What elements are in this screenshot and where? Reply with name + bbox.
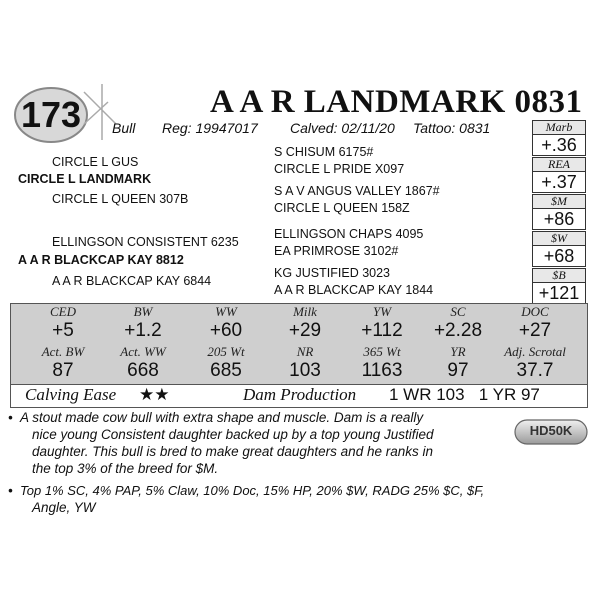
epd-rea <box>532 157 586 193</box>
grid-value: 87 <box>52 360 74 381</box>
calving-ease-stars-icon: ★★ <box>139 385 170 404</box>
pedigree-sire-dam: CIRCLE L QUEEN 307B <box>52 192 189 206</box>
grid-value: +112 <box>361 320 403 341</box>
grid-value: 668 <box>127 360 159 381</box>
grid-value: 1163 <box>361 360 403 381</box>
calved-date: Calved: 02/11/20 <box>290 120 395 136</box>
epd-label: $M <box>533 195 585 209</box>
pedigree-sss: S CHISUM 6175# <box>274 145 374 159</box>
hd50k-badge-text: HD50K <box>529 423 573 438</box>
grid-cell-nr <box>270 344 340 382</box>
epd-marb <box>532 120 586 156</box>
grid-cell-doc <box>500 304 570 342</box>
grid-cell-ced <box>28 304 98 342</box>
grid-cell-bw <box>108 304 178 342</box>
grid-value: +1.2 <box>124 320 162 341</box>
grid-cell-205-wt <box>191 344 261 382</box>
pedigree-ssd: CIRCLE L PRIDE X097 <box>274 162 405 176</box>
grid-cell-act-ww <box>108 344 178 382</box>
performance-grid <box>10 303 588 385</box>
epd-value: +86 <box>543 209 575 229</box>
lot-number: 173 <box>20 94 82 135</box>
animal-name: A A R LANDMARK 0831 <box>210 84 583 120</box>
grid-cell-yr <box>423 344 493 382</box>
notes-line-3: daughter. This bull is bred to make great daughters and he ranks in <box>32 444 433 459</box>
dam-production-value: 1 WR 103 1 YR 97 <box>389 385 540 404</box>
grid-label: CED <box>50 304 76 319</box>
grid-value: 685 <box>210 360 242 381</box>
grid-label: Adj. Scrotal <box>504 344 566 359</box>
grid-value: +27 <box>518 320 552 341</box>
notes-line-6: Angle, YW <box>32 500 96 515</box>
pedigree-dds: KG JUSTIFIED 3023 <box>274 266 391 280</box>
grid-cell-milk <box>270 304 340 342</box>
grid-label: Act. BW <box>41 344 85 359</box>
notes-bullet-1-icon: • <box>8 410 13 425</box>
grid-cell-sc <box>423 304 493 342</box>
pedigree-dsd: EA PRIMROSE 3102# <box>274 244 399 258</box>
epd-label: Marb <box>533 121 585 135</box>
epd-dollar-m <box>532 194 586 230</box>
epd-dollar-w <box>532 231 586 267</box>
grid-label: DOC <box>521 304 549 319</box>
pedigree-dam-sire: ELLINGSON CONSISTENT 6235 <box>52 235 239 249</box>
grid-label: YW <box>372 304 392 319</box>
grid-cell-adj-scrotal <box>490 344 580 382</box>
epd-dollar-b <box>532 268 586 304</box>
grid-label: 205 Wt <box>207 344 245 359</box>
pedigree-sire-sire: CIRCLE L GUS <box>52 155 139 169</box>
notes-bullet-2-icon: • <box>8 483 13 498</box>
epd-value: +.36 <box>541 135 577 155</box>
grid-label: YR <box>450 344 466 359</box>
grid-cell-act-bw <box>28 344 98 382</box>
notes-line-4: the top 3% of the breed for $M. <box>32 461 219 476</box>
grid-cell-ww <box>191 304 261 342</box>
grid-value: 37.7 <box>516 360 554 381</box>
grid-label: NR <box>296 344 314 359</box>
grid-label: SC <box>450 304 466 319</box>
epd-value: +121 <box>538 283 580 303</box>
animal-sex: Bull <box>112 120 136 136</box>
pedigree-dam: A A R BLACKCAP KAY 8812 <box>18 253 184 267</box>
pedigree-sire: CIRCLE L LANDMARK <box>18 172 152 186</box>
grid-value: +5 <box>52 320 74 341</box>
grid-label: Act. WW <box>120 344 166 359</box>
notes-line-2: nice young Consistent daughter backed up by a top young Justified <box>32 427 434 442</box>
grid-label: BW <box>133 304 153 319</box>
grid-cell-yw <box>347 304 417 342</box>
pedigree-sdd: CIRCLE L QUEEN 158Z <box>274 201 410 215</box>
calving-ease-label: Calving Ease <box>25 385 117 404</box>
grid-value: +29 <box>288 320 322 341</box>
grid-value: 97 <box>447 360 469 381</box>
lot-badge <box>14 88 88 142</box>
epd-label: $B <box>533 269 585 283</box>
pedigree-ddd: A A R BLACKCAP KAY 1844 <box>274 283 434 297</box>
grid-cell-365-wt <box>347 344 417 382</box>
grid-label: 365 Wt <box>363 344 401 359</box>
pedigree-dam-dam: A A R BLACKCAP KAY 6844 <box>52 274 212 288</box>
grid-value: +60 <box>209 320 243 341</box>
calving-dam-row <box>10 384 588 408</box>
notes-line-5: Top 1% SC, 4% PAP, 5% Claw, 10% Doc, 15% HP, 20% $W, RADG 25% $C, $F, <box>20 483 485 498</box>
epd-label: REA <box>533 158 585 172</box>
epd-value: +68 <box>543 246 575 266</box>
pedigree-sds: S A V ANGUS VALLEY 1867# <box>274 184 440 198</box>
pedigree-dss: ELLINGSON CHAPS 4095 <box>274 227 424 241</box>
grid-value: +2.28 <box>433 320 483 341</box>
epd-value: +.37 <box>541 172 577 192</box>
hd50k-badge <box>514 419 588 445</box>
epd-label: $W <box>533 232 585 246</box>
tattoo: Tattoo: 0831 <box>413 120 491 136</box>
dam-production-label: Dam Production <box>243 385 357 404</box>
grid-label: WW <box>215 304 237 319</box>
grid-label: Milk <box>293 304 317 319</box>
registration-number: Reg: 19947017 <box>162 120 258 136</box>
grid-value: 103 <box>289 360 321 381</box>
notes-line-1: A stout made cow bull with extra shape and muscle. Dam is a really <box>20 410 424 425</box>
